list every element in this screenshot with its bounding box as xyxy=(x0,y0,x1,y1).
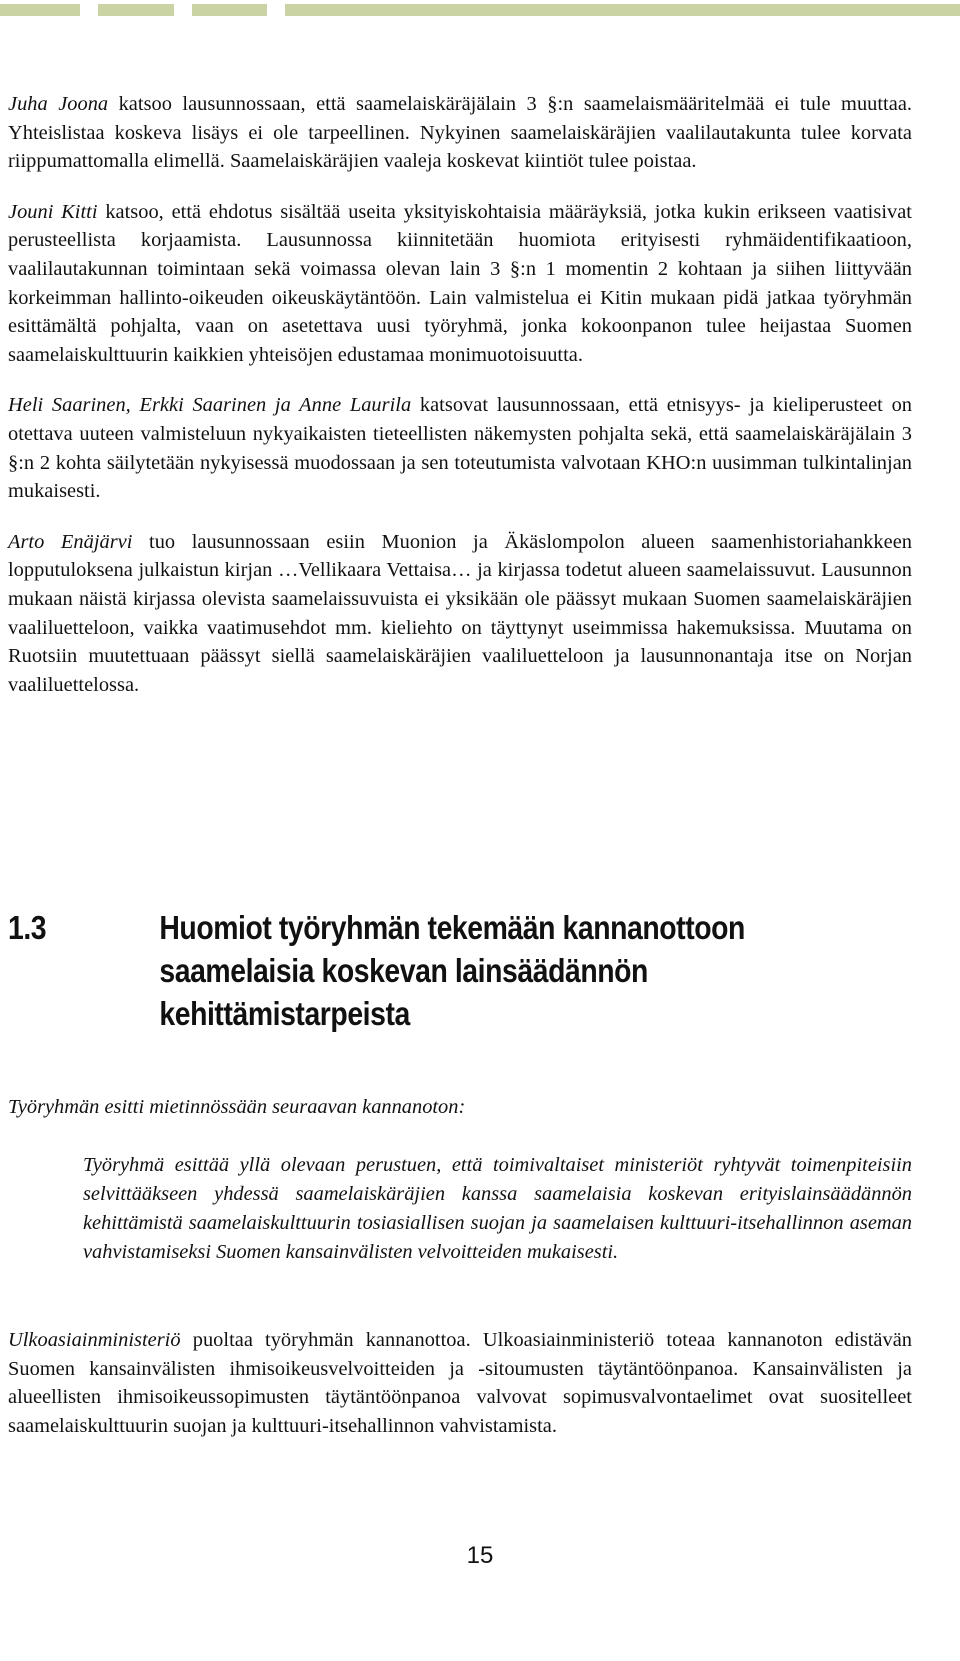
statement-saarinen-laurila xyxy=(8,391,912,505)
author-name: Jouni Kitti xyxy=(8,200,98,223)
document-body xyxy=(8,90,912,721)
top-decoration-bar xyxy=(0,0,960,16)
ministry-statement xyxy=(8,1326,912,1440)
section-number: 1.3 xyxy=(8,909,47,946)
statement-text: katsovat lausunnossaan, että etnisyys- ja kieliperusteet on otettava uuteen valmisteluun nykyaikaisten tieteellisten näkemysten pohjalta sekä, että saamelaiskäräjälain 3 §:n 2 kohta säilytetään nykyisessä muodossaan ja sen toteutumista valvotaan KHO:n uusimman tulkintalinjan mukaisesti. xyxy=(8,394,912,503)
block-quote: Työryhmä esittää yllä olevaan perustuen, että toimivaltaiset ministeriöt ryhtyvät toimenpiteisiin selvittääkseen yhdessä saamelaiskäräjien kanssa saamelaisia koskevan erityislainsäädännön kehittämistä saamelaiskulttuurin tosiasiallisen suojan ja saamelaisen kulttuuri-itsehallinnon aseman vahvistamiseksi Suomen kansainvälisten velvoitteiden mukaisesti. xyxy=(83,1154,912,1263)
ministry-statement-container xyxy=(8,1326,912,1462)
statement-text: puoltaa työryhmän kannanottoa. Ulkoasiainministeriö toteaa kannanoton edistävän Suomen kansainvälisten ihmisoikeusvelvoitteiden ja -sitoumusten täytäntöönpanoa. Kansainvälisten ja alueellisten ihmisoikeussopimusten täytäntöönpanoa valvovat sopimusvalvontaelimet ovat suositelleet saamelaiskulttuurin suojan ja kulttuuri-itsehallinnon vahvistamista. xyxy=(8,1329,912,1437)
author-name: Heli Saarinen, Erkki Saarinen ja Anne Laurila xyxy=(8,394,412,417)
statement-text: katsoo lausunnossaan, että saamelaiskäräjälain 3 §:n saamelaismääritelmää ei tule muuttaa. Yhteislistaa koskeva lisäys ei ole tarpeellinen. Nykyinen saamelaiskäräjien vaalilautakunta tulee korvata riippumattomalla elimellä. Saamelaiskäräjien vaaleja koskevat kiintiöt tulee poistaa. xyxy=(8,93,913,173)
author-name: Juha Joona xyxy=(8,93,109,115)
statement-arto-enajarvi xyxy=(8,528,912,700)
section-title: Huomiot työryhmän tekemään kannanottoon saamelaisia koskevan lainsäädännön kehittämistarpeista xyxy=(159,909,745,1032)
top-bar-segment xyxy=(192,4,267,16)
author-name: Arto Enäjärvi xyxy=(8,530,133,553)
statement-juha-joona xyxy=(8,90,912,176)
top-bar-segment xyxy=(98,4,174,16)
statement-text: tuo lausunnossaan esiin Muonion ja Äkäslompolon alueen saamenhistoriahankkeen lopputuloksena julkaistun kirjan …Vellikaara Vettaisa… ja kirjassa todetut alueen saamelaissuvut. Lausunnon mukaan näistä kirjassa olevista saamelaissuvuista ei yksikään ole päässyt mukaan Suomen saamelaiskäräjien vaaliluetteloon, vaikka vaatimusehdot mm. kieliehto on täyttynyt useimmissa hakemuksissa. Muutama on Ruotsiin muutettuaan päässyt siellä saamelaiskäräjien vaaliluetteloon ja lausunnonantaja itse on Norjan vaaliluettelossa. xyxy=(8,530,913,696)
statement-jouni-kitti xyxy=(8,198,912,370)
statement-text: katsoo, että ehdotus sisältää useita yksityiskohtaisia määräyksiä, jotka kukin erikseen vaatisivat perusteellista korjaamista. Lausunnossa kiinnitetään huomiota erityisesti ryhmäidentifikaatioon, vaalilautakunnan toimintaan sekä voimassa olevan lain 3 §:n 1 momentin 2 kohtaan ja siihen liittyvään korkeimman hallinto-oikeuden oikeuskäytäntöön. Lain valmistelua ei Kitin mukaan pidä jatkaa työryhmän esittämältä pohjalta, vaan on asetettava uusi työryhmä, jonka kokoonpanon tulee heijastaa Suomen saamelaiskulttuurin kaikkien yhteisöjen edustamaa monimuotoisuutta. xyxy=(8,200,912,366)
page-number: 15 xyxy=(466,1542,494,1569)
author-name: Ulkoasiainministeriö xyxy=(8,1329,181,1351)
quote-intro: Työryhmän esitti mietinnössään seuraavan kannanoton: xyxy=(8,1096,466,1118)
top-bar-segment xyxy=(0,4,80,16)
top-bar-segment xyxy=(285,4,960,16)
